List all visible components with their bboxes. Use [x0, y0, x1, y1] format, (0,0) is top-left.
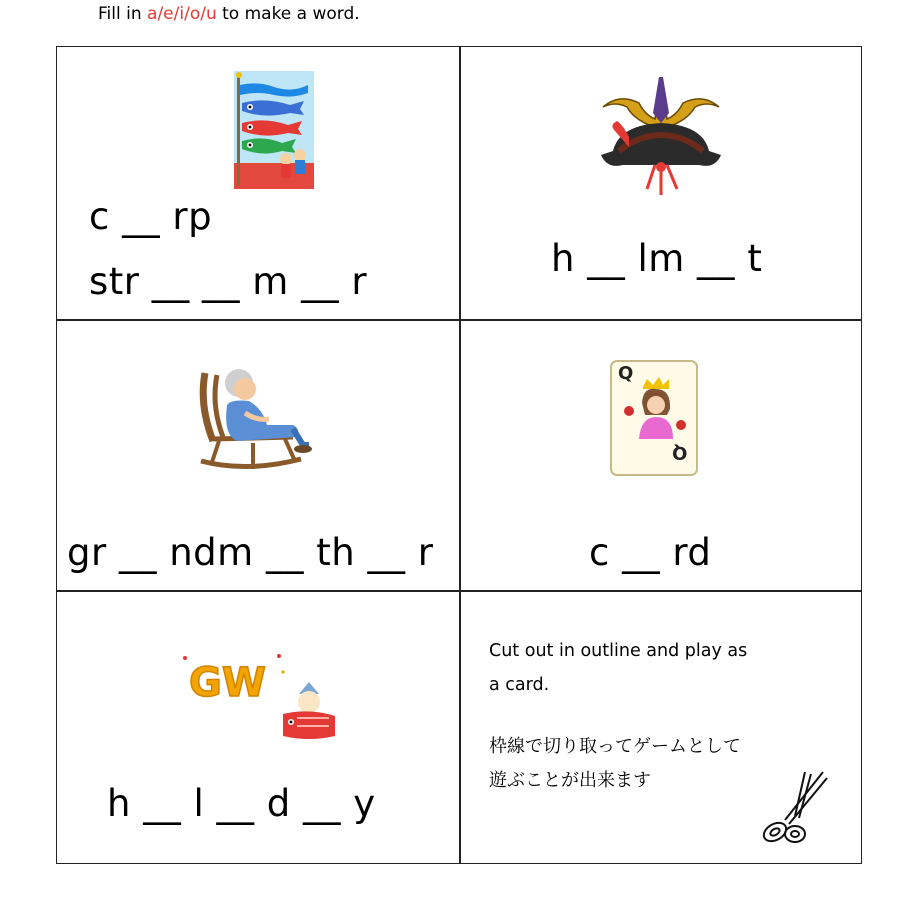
samurai-helmet-picture — [599, 75, 723, 197]
card-playing-card — [459, 319, 863, 590]
note-english-line1: Cut out in outline and play as — [489, 641, 748, 661]
card-rank-bottom: Q — [672, 442, 688, 463]
instruction-after: to make a word. — [216, 4, 360, 24]
instruction-text — [98, 4, 360, 24]
puzzle-carp: c __ rp — [89, 195, 213, 238]
instruction-vowels: a/e/i/o/u — [147, 4, 217, 24]
card-instructions — [459, 590, 863, 864]
note-english — [489, 634, 747, 702]
golden-week-picture — [179, 652, 337, 746]
card-carp-streamer — [57, 47, 459, 319]
puzzle-card: c __ rd — [589, 531, 712, 574]
card-helmet — [459, 47, 863, 319]
note-english-line2: a card. — [489, 675, 550, 695]
note-japanese-line2: 遊ぶことが出来ます — [489, 770, 651, 791]
card-rank-top: Q — [618, 363, 634, 384]
puzzle-streamer: str __ __ m __ r — [89, 260, 368, 303]
koinobori-picture — [234, 71, 314, 189]
grandmother-picture — [197, 365, 315, 475]
puzzle-helmet: h __ lm __ t — [551, 237, 763, 280]
note-japanese — [489, 730, 741, 798]
note-japanese-line1: 枠線で切り取ってゲームとして — [489, 736, 741, 757]
puzzle-holiday: h __ l __ d __ y — [107, 782, 376, 825]
gw-letters: GW — [189, 660, 266, 706]
card-golden-week — [57, 590, 459, 864]
card-grid — [56, 46, 862, 864]
card-grandmother — [57, 319, 459, 590]
queen-card-picture — [609, 359, 699, 477]
puzzle-grandmother: gr __ ndm __ th __ r — [67, 531, 434, 574]
instruction-before: Fill in — [98, 4, 148, 24]
scissors-icon — [753, 768, 829, 848]
